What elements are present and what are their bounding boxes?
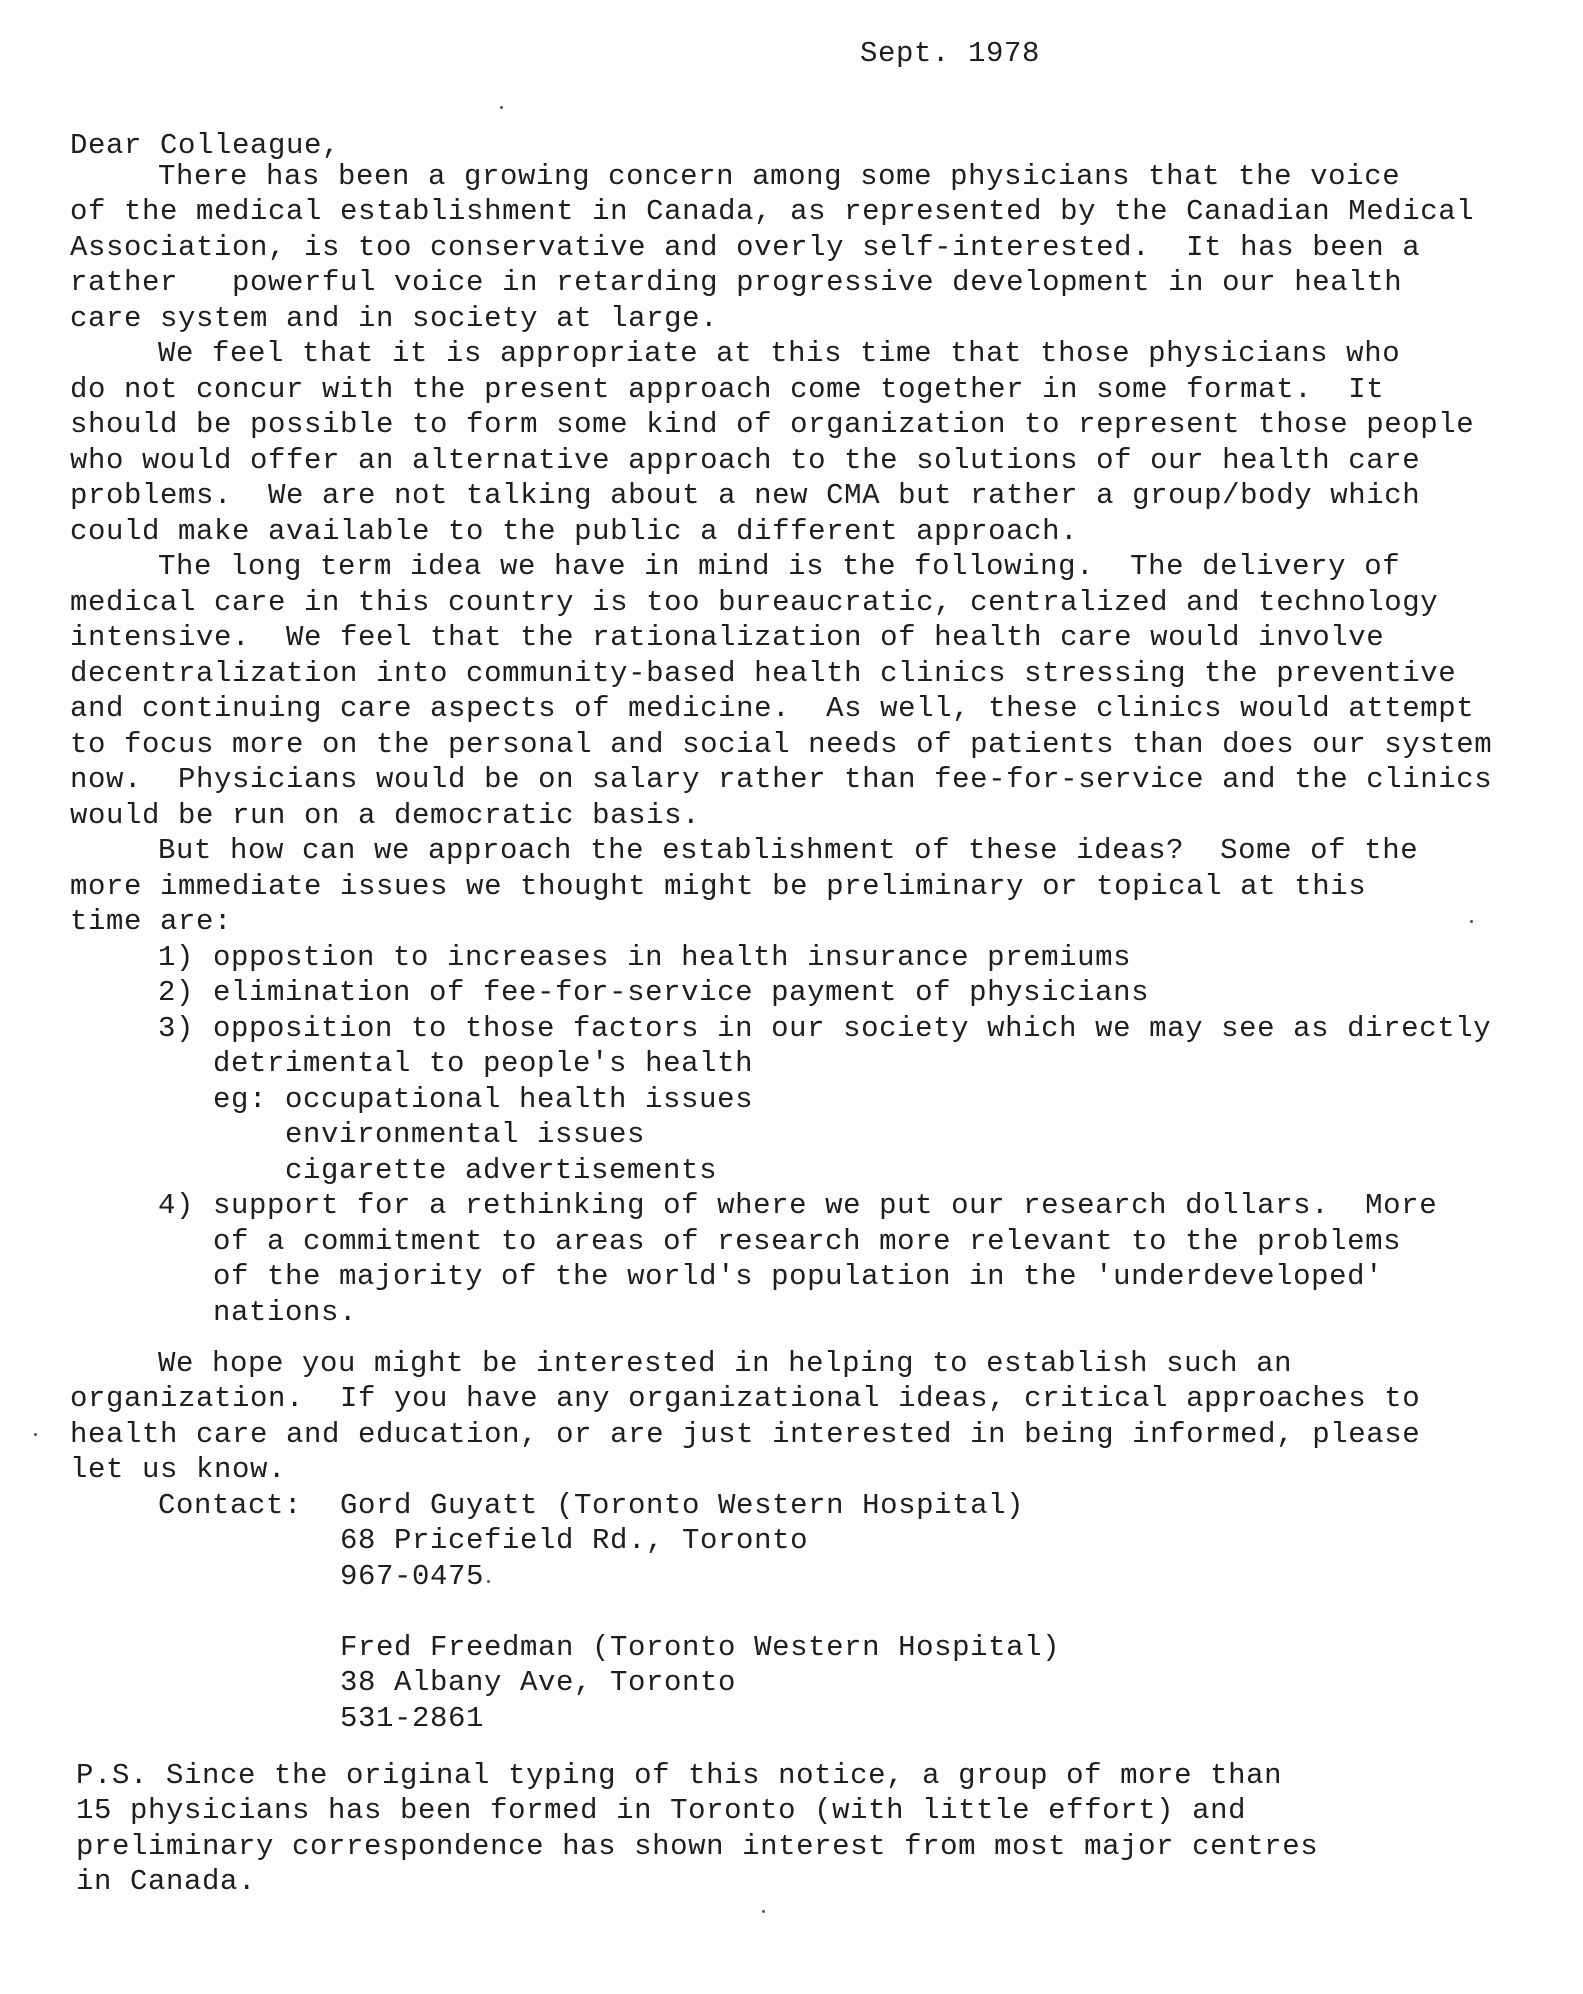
paragraph-line: now. Physicians would be on salary rather than fee-for-service and the clinics	[70, 763, 1493, 796]
postscript-line: in Canada.	[76, 1865, 257, 1898]
paragraph-line: We hope you might be interested in helping to establish such an	[158, 1347, 1293, 1380]
example-item: occupational health issues	[285, 1083, 754, 1116]
issue-text: opposition to those factors in our society which we may see as directly	[213, 1012, 1492, 1045]
issue-text: support for a rethinking of where we put our research dollars. More	[213, 1189, 1438, 1222]
paragraph-line: health care and education, or are just interested in being informed, please	[70, 1418, 1421, 1451]
examples-label: eg:	[213, 1083, 268, 1116]
contact-name: Gord Guyatt (Toronto Western Hospital)	[340, 1489, 1025, 1522]
paragraph-line: do not concur with the present approach come together in some format. It	[70, 373, 1385, 406]
paragraph-line: There has been a growing concern among some physicians that the voice	[158, 160, 1401, 193]
issue-number: 2)	[158, 976, 195, 1009]
paragraph-line: to focus more on the personal and social needs of patients than does our system	[70, 728, 1493, 761]
paragraph-line: let us know.	[70, 1453, 287, 1486]
issue-number: 1)	[158, 941, 195, 974]
paragraph-line: Association, is too conservative and overly self-interested. It has been a	[70, 231, 1421, 264]
paragraph-line: care system and in society at large.	[70, 302, 719, 335]
contact-phone: 967-0475	[340, 1560, 485, 1593]
example-item: cigarette advertisements	[285, 1154, 718, 1187]
issue-number: 4)	[158, 1189, 195, 1222]
paragraph-line: The long term idea we have in mind is the following. The delivery of	[158, 550, 1401, 583]
issue-text: nations.	[213, 1296, 358, 1329]
postscript-line: 15 physicians has been formed in Toronto (with little effort) and	[76, 1794, 1247, 1827]
paragraph-line: organization. If you have any organizational ideas, critical approaches to	[70, 1382, 1421, 1415]
paragraph-line: medical care in this country is too bureaucratic, centralized and technology	[70, 586, 1439, 619]
paragraph-line: intensive. We feel that the rationalization of health care would involve	[70, 621, 1385, 654]
paragraph-line: of the medical establishment in Canada, as represented by the Canadian Medical	[70, 195, 1475, 228]
paragraph-line: could make available to the public a different approach.	[70, 515, 1079, 548]
issue-text: oppostion to increases in health insurance premiums	[213, 941, 1132, 974]
paper-speck	[1470, 920, 1473, 923]
issue-text: detrimental to people's health	[213, 1047, 754, 1080]
example-item: environmental issues	[285, 1118, 646, 1151]
paragraph-line: We feel that it is appropriate at this time that those physicians who	[158, 337, 1401, 370]
paragraph-line: decentralization into community-based health clinics stressing the preventive	[70, 657, 1457, 690]
paper-speck	[34, 1433, 37, 1436]
contact-label: Contact:	[158, 1489, 303, 1522]
paper-speck	[487, 1580, 490, 1583]
postscript-line: preliminary correspondence has shown interest from most major centres	[76, 1830, 1319, 1863]
paper-speck	[500, 106, 503, 109]
paragraph-line: time are:	[70, 905, 233, 938]
paragraph-line: But how can we approach the establishment of these ideas? Some of the	[158, 834, 1419, 867]
paper-speck	[762, 1910, 765, 1913]
paragraph-line: more immediate issues we thought might be preliminary or topical at this	[70, 870, 1367, 903]
issue-text: elimination of fee-for-service payment of physicians	[213, 976, 1150, 1009]
paragraph-line: should be possible to form some kind of organization to represent those people	[70, 408, 1475, 441]
contact-address: 68 Pricefield Rd., Toronto	[340, 1524, 809, 1557]
postscript-line: P.S. Since the original typing of this notice, a group of more than	[76, 1759, 1283, 1792]
paragraph-line: problems. We are not talking about a new CMA but rather a group/body which	[70, 479, 1421, 512]
paragraph-line: who would offer an alternative approach to the solutions of our health care	[70, 444, 1421, 477]
issue-text: of the majority of the world's population in the 'underdeveloped'	[213, 1260, 1384, 1293]
letter-date: Sept. 1978	[860, 37, 1041, 70]
salutation: Dear Colleague,	[70, 129, 341, 162]
contact-phone: 531-2861	[340, 1702, 485, 1735]
paragraph-line: and continuing care aspects of medicine. As well, these clinics would attempt	[70, 692, 1475, 725]
paragraph-line: rather powerful voice in retarding progressive development in our health	[70, 266, 1403, 299]
paragraph-line: would be run on a democratic basis.	[70, 799, 701, 832]
issue-number: 3)	[158, 1012, 195, 1045]
contact-address: 38 Albany Ave, Toronto	[340, 1666, 737, 1699]
issue-text: of a commitment to areas of research more relevant to the problems	[213, 1225, 1402, 1258]
contact-name: Fred Freedman (Toronto Western Hospital)	[340, 1631, 1061, 1664]
